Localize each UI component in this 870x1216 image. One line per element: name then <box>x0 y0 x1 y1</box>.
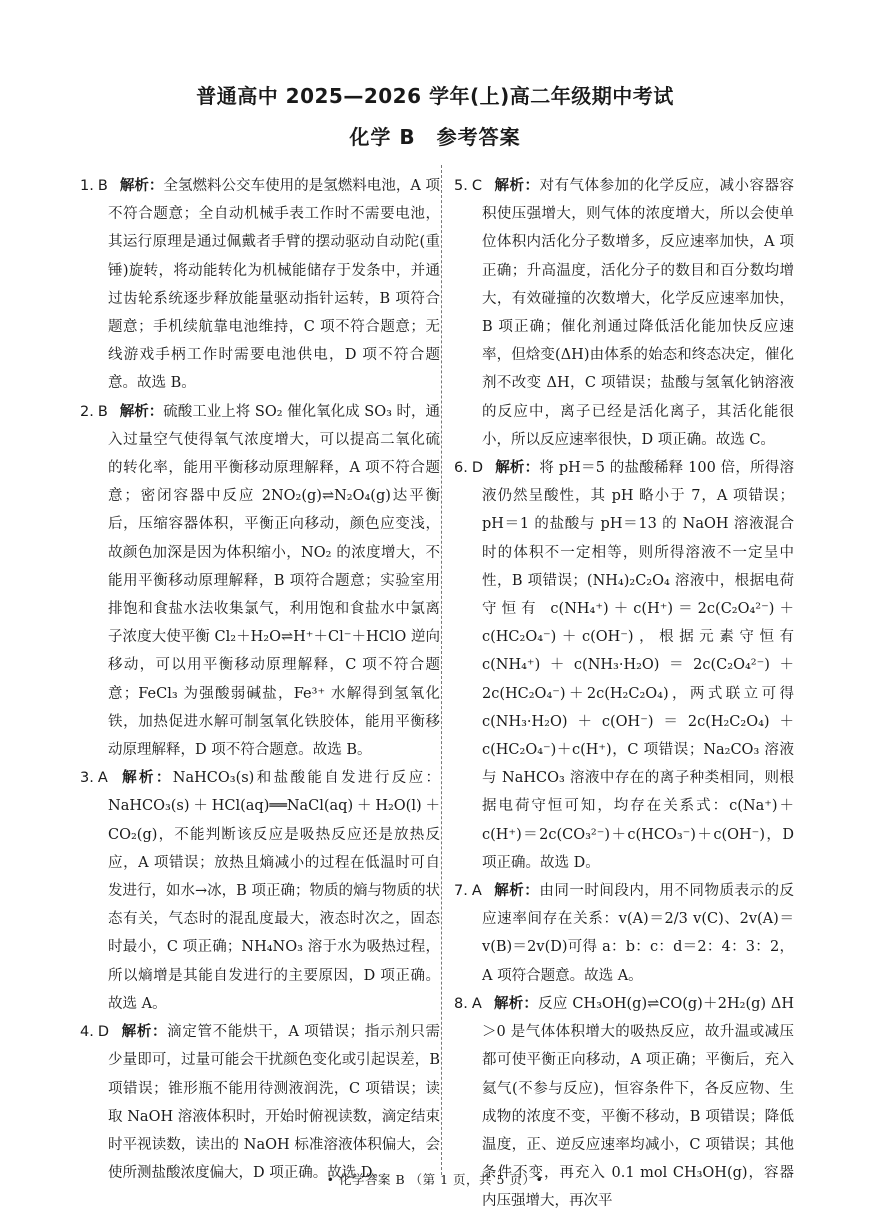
left-column <box>80 172 440 1187</box>
item-answer: A <box>97 770 108 787</box>
analysis-text: 反应 CH₃OH(g)⇌CO(g)＋2H₂(g) ΔH＞0 是气体体积增大的吸热反应，故升温或减压都可使平衡正向移动，A 项正确；平衡后，充入氦气(不参与反应)，恒容条件下，各反应物、生成物的浓度不变，平衡不移动，B 项错误；降低温度，正、逆反应速率均减小，C 项错误；其他条件不变，再充入 0.1 mol CH₃OH(g)，容器内压强增大，再次平 <box>482 995 794 1210</box>
page-header <box>0 80 870 150</box>
analysis-label: 解析： <box>119 770 173 787</box>
answer-item-1 <box>80 172 440 398</box>
item-number: 5. <box>454 178 468 194</box>
item-answer: B <box>97 403 108 420</box>
item-number: 7. <box>454 883 468 900</box>
item-answer: A <box>471 995 482 1012</box>
item-number: 3. <box>80 770 94 787</box>
analysis-text: NaHCO₃(s)和盐酸能自发进行反应：NaHCO₃(s)＋HCl(aq)══NaCl(aq)＋H₂O(l)＋CO₂(g)，不能判断该反应是吸热反应还是放热反应，A 项错误；放热且熵减小的过程在低温时可自发进行，如水→冰，B 项正确；物质的熵与物质的状态有关，气态时的混乱度最大，液态时次之，固态时最小，C 项正确；NH₄NO₃ 溶于水为吸热过程，所以熵增是其能自发进行的主要原因，D 项正确。故选 A。 <box>108 770 441 1012</box>
item-answer: B <box>97 178 108 194</box>
item-answer: A <box>471 883 482 900</box>
analysis-text: 对有气体参加的化学反应，减小容器容积使压强增大，则气体的浓度增大，所以会使单位体积内活化分子数增多，反应速率加快，A 项正确；升高温度，活化分子的数目和百分数均增大，有效碰撞的次数增大，化学反应速率加快，B 项正确；催化剂通过降低活化能加快反应速率，但焓变(ΔH)由体系的始态和终态决定，催化剂不改变 ΔH，C 项错误；盐酸与氢氧化钠溶液的反应中，离子已经是活化离子，其活化能很小，所以反应速率很快，D 项正确。故选 C。 <box>482 178 795 448</box>
analysis-label: 解析： <box>495 460 540 477</box>
item-number: 6. <box>454 460 468 477</box>
analysis-label: 解析： <box>493 883 540 900</box>
analysis-label: 解析： <box>119 178 164 194</box>
analysis-label: 解析： <box>493 995 539 1012</box>
answer-item-5 <box>454 172 794 454</box>
item-answer: D <box>97 1024 110 1041</box>
analysis-text: 硫酸工业上将 SO₂ 催化氧化成 SO₃ 时，通入过量空气使得氧气浓度增大，可以提高二氧化硫的转化率，能用平衡移动原理解释，A 项不符合题意；密闭容器中反应 2NO₂(g)⇌N₂O₄(g)达平衡后，压缩容器体积，平衡正向移动，颜色应变浅，故颜色加深是因为体积缩小，NO₂ 的浓度增大，不能用平衡移动原理解释，B 项符合题意；实验室用排饱和食盐水法收集氯气，利用饱和食盐水中氯离子浓度大使平衡 Cl₂＋H₂O⇌H⁺＋Cl⁻＋HClO 逆向移动，可以用平衡移动原理解释，C 项不符合题意；FeCl₃ 为强酸弱碱盐，Fe³⁺ 水解得到氢氧化铁，加热促进水解可制氢氧化铁胶体，能用平衡移动原理解释，D 项不符合题意。故选 B。 <box>108 403 440 759</box>
answer-item-3 <box>80 764 440 1018</box>
item-number: 8. <box>454 995 468 1012</box>
analysis-label: 解析： <box>121 1024 168 1041</box>
item-answer: D <box>471 460 484 477</box>
item-number: 4. <box>80 1024 94 1041</box>
answer-item-6 <box>454 454 794 877</box>
item-number: 1. <box>80 178 94 194</box>
column-divider <box>441 165 442 1175</box>
analysis-label: 解析： <box>119 403 164 420</box>
item-answer: C <box>471 178 482 194</box>
analysis-text: 滴定管不能烘干，A 项错误；指示剂只需少量即可，过量可能会干扰颜色变化或引起误差，B 项错误；锥形瓶不能用待测液润洗，C 项错误；读取 NaOH 溶液体积时，开始时俯视读数，滴定结束时平视读数，读出的 NaOH 标准溶液体积偏大，会使所测盐酸浓度偏大，D 项正确。故选 D。 <box>108 1024 440 1182</box>
analysis-text: 全氢燃料公交车使用的是氢燃料电池，A 项不符合题意；全自动机械手表工作时不需要电池，其运行原理是通过佩戴者手臂的摆动驱动自动陀(重锤)旋转，将动能转化为机械能储存于发条中，并通过齿轮系统逐步释放能量驱动指针运转，B 项符合题意；手机续航靠电池维持，C 项不符合题意；无线游戏手柄工作时需要电池供电，D 项不符合题意。故选 B。 <box>108 178 440 392</box>
page-subtitle: 化学 B 参考答案 <box>349 125 521 149</box>
page-footer: • 化学答案 B （第 1 页，共 5 页）• <box>326 1172 544 1187</box>
answer-item-7 <box>454 877 794 990</box>
analysis-text: 由同一时间段内，用不同物质表示的反应速率间存在关系：v(A)＝2/3 v(C)、2v(A)＝v(B)＝2v(D)可得 a：b：c：d＝2：4：3：2，A 项符合题意。故选 A。 <box>482 883 794 984</box>
answer-item-4 <box>80 1018 440 1187</box>
analysis-text: 将 pH＝5 的盐酸稀释 100 倍，所得溶液仍然呈酸性，其 pH 略小于 7，A 项错误；pH＝1 的盐酸与 pH＝13 的 NaOH 溶液混合时的体积不一定相等，则所得溶液不一定呈中性，B 项错误；(NH₄)₂C₂O₄ 溶液中，根据电荷守恒有 c(NH₄⁺)＋c(H⁺)＝2c(C₂O₄²⁻)＋c(HC₂O₄⁻)＋c(OH⁻)，根据元素守恒有 c(NH₄⁺)＋c(NH₃·H₂O)＝2c(C₂O₄²⁻)＋2c(HC₂O₄⁻)＋2c(H₂C₂O₄)，两式联立可得 c(NH₃·H₂O)＋c(OH⁻)＝2c(H₂C₂O₄)＋c(HC₂O₄⁻)＋c(H⁺)，C 项错误；Na₂CO₃ 溶液与 NaHCO₃ 溶液中存在的离子种类相同，则根据电荷守恒可知，均存在关系式：c(Na⁺)＋c(H⁺)＝2c(CO₃²⁻)＋c(HCO₃⁻)＋c(OH⁻)，D 项正确。故选 D。 <box>482 460 794 871</box>
analysis-label: 解析： <box>493 178 540 194</box>
item-number: 2. <box>80 403 94 420</box>
right-column <box>454 172 794 1216</box>
page-title: 普通高中 2025—2026 学年(上)高二年级期中考试 <box>196 84 674 108</box>
answer-item-2 <box>80 398 440 765</box>
